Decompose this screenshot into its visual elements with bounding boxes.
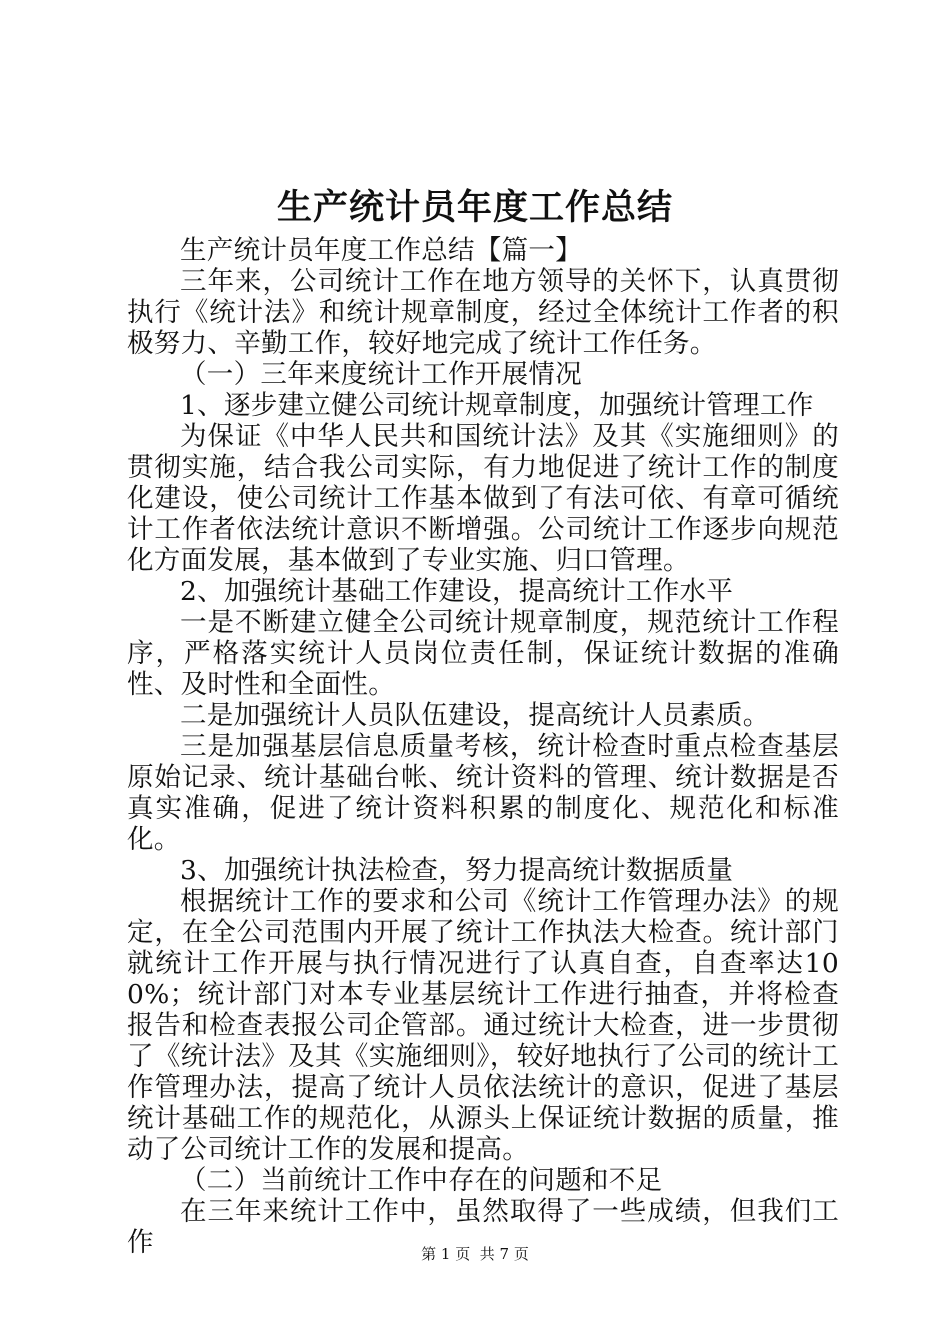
paragraph-item-2-point-1: 一是不断建立健全公司统计规章制度，规范统计工作程序，严格落实统计人员岗位责任制，保证统计数据的准确性、及时性和全面性。 [127,607,839,700]
paragraph-intro: 三年来，公司统计工作在地方领导的关怀下，认真贯彻执行《统计法》和统计规章制度，经过全体统计工作者的积极努力、辛勤工作，较好地完成了统计工作任务。 [127,266,839,359]
paragraph-item-2-heading: 2、加强统计基础工作建设，提高统计工作水平 [180,576,734,607]
paragraph-problems-intro: 在三年来统计工作中，虽然取得了一些成绩，但我们工作 [127,1196,839,1258]
paragraph-item-2-point-2: 二是加强统计人员队伍建设，提高统计人员素质。 [180,700,770,731]
paragraph-subheading-2: （二）当前统计工作中存在的问题和不足 [180,1165,663,1196]
paragraph-item-1-body: 为保证《中华人民共和国统计法》及其《实施细则》的贯彻实施，结合我公司实际，有力地促进了统计工作的制度化建设，使公司统计工作基本做到了有法可依、有章可循统计工作者依法统计意识不断增强。公司统计工作逐步向规范化方面发展，基本做到了专业实施、归口管理。 [127,421,839,576]
paragraph-subheading-1: （一）三年来度统计工作开展情况 [180,359,582,390]
paragraph-section-heading: 生产统计员年度工作总结【篇一】 [180,235,582,266]
document-title: 生产统计员年度工作总结 [276,187,673,228]
paragraph-item-1-heading: 1、逐步建立健公司统计规章制度，加强统计管理工作 [180,390,814,421]
paragraph-item-3-heading: 3、加强统计执法检查，努力提高统计数据质量 [180,855,734,886]
page-number-footer: 第 1 页 共 7 页 [421,1245,529,1263]
paragraph-item-2-point-3: 三是加强基层信息质量考核，统计检查时重点检查基层原始记录、统计基础台帐、统计资料的管理、统计数据是否真实准确，促进了统计资料积累的制度化、规范化和标准化。 [127,731,839,855]
document-body [127,235,839,1258]
paragraph-item-3-body: 根据统计工作的要求和公司《统计工作管理办法》的规定，在全公司范围内开展了统计工作执法大检查。统计部门就统计工作开展与执行情况进行了认真自查，自查率达100%；统计部门对本专业基层统计工作进行抽查，并将检查报告和检查表报公司企管部。通过统计大检查，进一步贯彻了《统计法》及其《实施细则》，较好地执行了公司的统计工作管理办法，提高了统计人员依法统计的意识，促进了基层统计基础工作的规范化，从源头上保证统计数据的质量，推动了公司统计工作的发展和提高。 [127,886,839,1165]
